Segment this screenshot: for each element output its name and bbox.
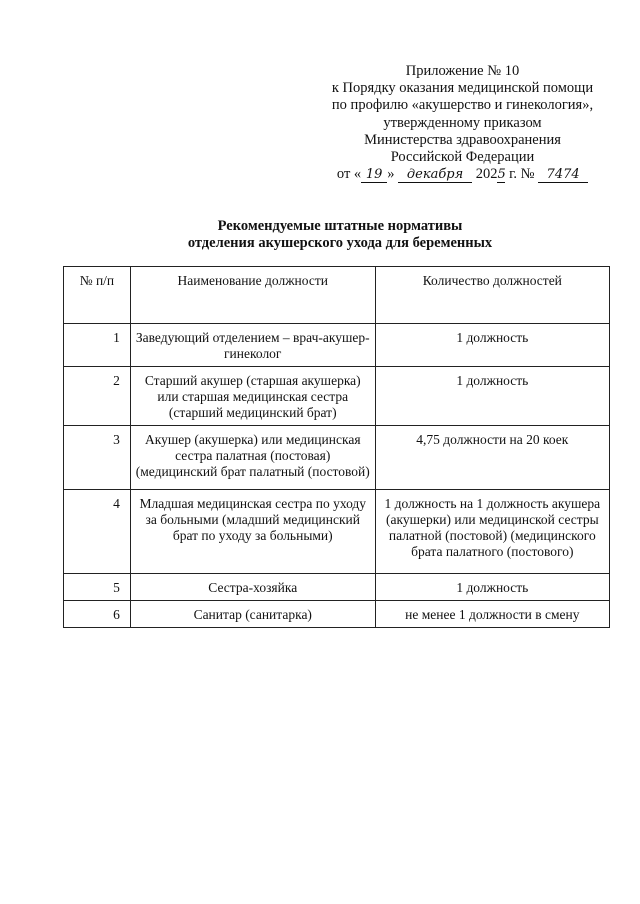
header-line-4: утвержденному приказом [383, 114, 542, 131]
header-line-2: к Порядку оказания медицинской помощи [331, 80, 594, 97]
date-day: 19 [361, 168, 387, 183]
row-position: Старший акушер (старшая акушерка) или старшая медицинская сестра (старший медицинский брат) [130, 367, 375, 426]
header-number: № п/п [64, 267, 131, 324]
header-line-5: Министерства здравоохранения [364, 131, 561, 148]
year-digit: 5 [497, 167, 506, 183]
document-title [40, 218, 640, 252]
staffing-table [63, 266, 610, 628]
row-count: 1 должность на 1 должность акушера (акушерки) или медицинской сестры палатной (постовой) (медицинского брата палатного (постового) [375, 490, 609, 574]
row-number: 1 [64, 324, 131, 367]
date-prefix: от « [336, 166, 362, 183]
table-row [64, 574, 610, 601]
table-row [64, 426, 610, 490]
document-header [300, 63, 625, 183]
order-date-line [300, 166, 625, 183]
title-line-2: отделения акушерского ухода для беременных [187, 235, 493, 251]
year-prefix: 202 [475, 166, 498, 183]
row-number: 6 [64, 601, 131, 628]
row-count: 4,75 должности на 20 коек [375, 426, 609, 490]
title-line-1: Рекомендуемые штатные нормативы [217, 218, 463, 234]
row-number: 2 [64, 367, 131, 426]
row-position: Младшая медицинская сестра по уходу за больными (младший медицинский брат по уходу за больными) [130, 490, 375, 574]
row-position: Акушер (акушерка) или медицинская сестра палатная (постовая) (медицинский брат палатный (постовой) [130, 426, 375, 490]
row-position: Санитар (санитарка) [130, 601, 375, 628]
row-number: 3 [64, 426, 131, 490]
table-row [64, 367, 610, 426]
row-position: Заведующий отделением – врач-акушер-гинеколог [130, 324, 375, 367]
header-count: Количество должностей [375, 267, 609, 324]
date-month: декабря [398, 168, 472, 183]
row-number: 5 [64, 574, 131, 601]
appendix-number: Приложение № 10 [405, 63, 520, 79]
row-number: 4 [64, 490, 131, 574]
number-prefix: г. № [509, 166, 535, 183]
row-count: 1 должность [375, 574, 609, 601]
header-line-3: по профилю «акушерство и гинекология», [331, 97, 594, 114]
header-line-6: Российской Федерации [390, 149, 535, 166]
header-position: Наименование должности [130, 267, 375, 324]
order-number: 7474 [538, 168, 588, 183]
date-mid: » [387, 166, 395, 183]
row-position: Сестра-хозяйка [130, 574, 375, 601]
table-header-row [64, 267, 610, 324]
table-row [64, 601, 610, 628]
table-row [64, 490, 610, 574]
row-count: 1 должность [375, 367, 609, 426]
row-count: 1 должность [375, 324, 609, 367]
table-row [64, 324, 610, 367]
row-count: не менее 1 должности в смену [375, 601, 609, 628]
